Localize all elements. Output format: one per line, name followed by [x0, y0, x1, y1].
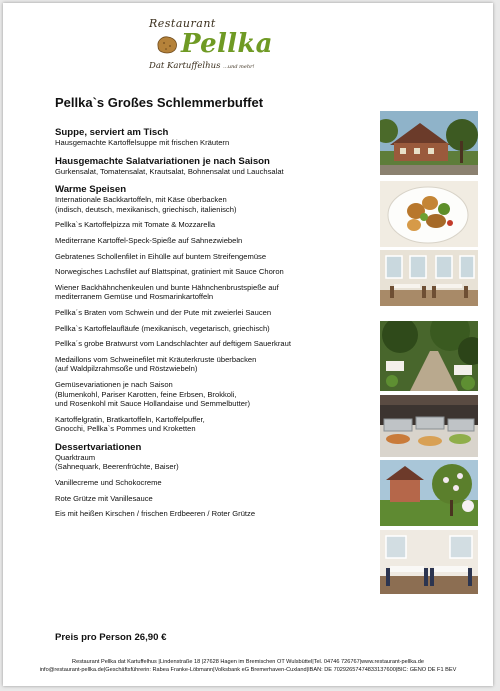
menu-item: (Blumenkohl, Pariser Karotten, feine Erbsen, Brokkoli,	[55, 389, 237, 399]
menu-page	[3, 3, 493, 686]
garden-blossom-photo	[380, 460, 478, 526]
logo-top-text: Restaurant	[149, 17, 216, 30]
dining-tables-photo	[380, 530, 478, 594]
logo-sub-text: Dat Kartuffelhus ...und mehr!	[149, 61, 255, 71]
restaurant-logo	[145, 17, 285, 79]
restaurant-building-photo	[380, 111, 478, 175]
dining-room-photo	[380, 250, 478, 306]
menu-item: Pellka´s Braten vom Schwein und der Pute mit zweierlei Saucen	[55, 307, 272, 317]
menu-item: Pellka`s Kartoffelpizza mit Tomate & Mozzarella	[55, 220, 216, 230]
menu-item: (indisch, deutsch, mexikanisch, griechisch, italienisch)	[55, 204, 237, 214]
logo-main-text: Pellka	[181, 29, 273, 59]
menu-item: Pellka`s Kartoffelaufläufe (mexikanisch, vegetarisch, griechisch)	[55, 323, 270, 333]
menu-item: Gurkensalat, Tomatensalat, Krautsalat, Bohnensalat und Lauchsalat	[55, 166, 284, 176]
menu-item: Mediterrane Kartoffel-Speck-Spieße auf Sahnezwiebeln	[55, 235, 243, 245]
potato-icon	[155, 35, 179, 55]
menu-item: Gebratenes Schollenfilet in Eihülle auf buntem Streifengemüse	[55, 251, 267, 261]
heading-dessert: Dessertvariationen	[55, 441, 142, 453]
menu-item: Pellka´s grobe Bratwurst vom Landschlachter auf deftigem Sauerkraut	[55, 339, 291, 349]
menu-content	[55, 127, 380, 519]
menu-item: mediterranem Gemüse und Rosmarinkartoffeln	[55, 292, 214, 302]
footer-bank: info@restaurant-pellka.de|Geschäftsführerin: Rabea Franke-Löbmann|Volksbank eG Bremerhaven-Cuxland|IBAN: DE 70292657474833137600|BIC: GENO DE F1 BEV	[39, 667, 457, 673]
menu-item: Norwegisches Lachsfilet auf Blattspinat, gratiniert mit Sauce Choron	[55, 267, 284, 277]
menu-item: Kartoffelgratin, Bratkartoffeln, Kartoffelpuffer,	[55, 414, 205, 424]
menu-item: Eis mit heißen Kirschen / frischen Erdbeeren / Roter Grütze	[55, 509, 256, 519]
heading-salat: Hausgemachte Salatvariationen je nach Saison	[55, 155, 270, 167]
food-plate-photo	[380, 181, 478, 247]
heading-suppe: Suppe, serviert am Tisch	[55, 127, 169, 138]
footer-address: Restaurant Pellka dat Kartuffelhus |Lindenstraße 18 |27628 Hagen im Bremischen OT Wulsbüttel|Tel. 04746 726767|www.restaurant-pellka.de	[72, 659, 424, 665]
menu-item: Medaillons vom Schweinefilet mit Kräuterkruste überbacken	[55, 354, 257, 364]
menu-item: (Sahnequark, Beerenfrüchte, Baiser)	[55, 462, 179, 472]
menu-item: Vanillecreme und Schokocreme	[55, 478, 162, 488]
menu-item: Rote Grütze mit Vanillesauce	[55, 493, 153, 503]
menu-item: Gemüsevariationen je nach Saison	[55, 379, 173, 389]
menu-item: und Rosenkohl mit Sauce Hollandaise und Semmelbutter)	[55, 399, 251, 409]
price-per-person: Preis pro Person 26,90 €	[55, 632, 167, 643]
menu-item: Internationale Backkartoffeln, mit Käse überbacken	[55, 195, 227, 205]
menu-item: Hausgemachte Kartoffelsuppe mit frischen Kräutern	[55, 138, 230, 147]
menu-item: Wiener Backhähnchenkeulen und bunte Hähnchenbrustspieße auf	[55, 282, 279, 292]
menu-item: (auf Waldpilzrahmsoße und Röstzwiebeln)	[55, 364, 198, 374]
page-title: Pellka`s Großes Schlemmerbuffet	[55, 95, 264, 110]
garden-photo	[380, 321, 478, 391]
heading-warm: Warme Speisen	[55, 184, 127, 196]
buffet-photo	[380, 395, 478, 457]
menu-item: Gnocchi, Pellka`s Pommes und Kroketten	[55, 424, 196, 434]
menu-item: Quarktraum	[55, 452, 96, 462]
